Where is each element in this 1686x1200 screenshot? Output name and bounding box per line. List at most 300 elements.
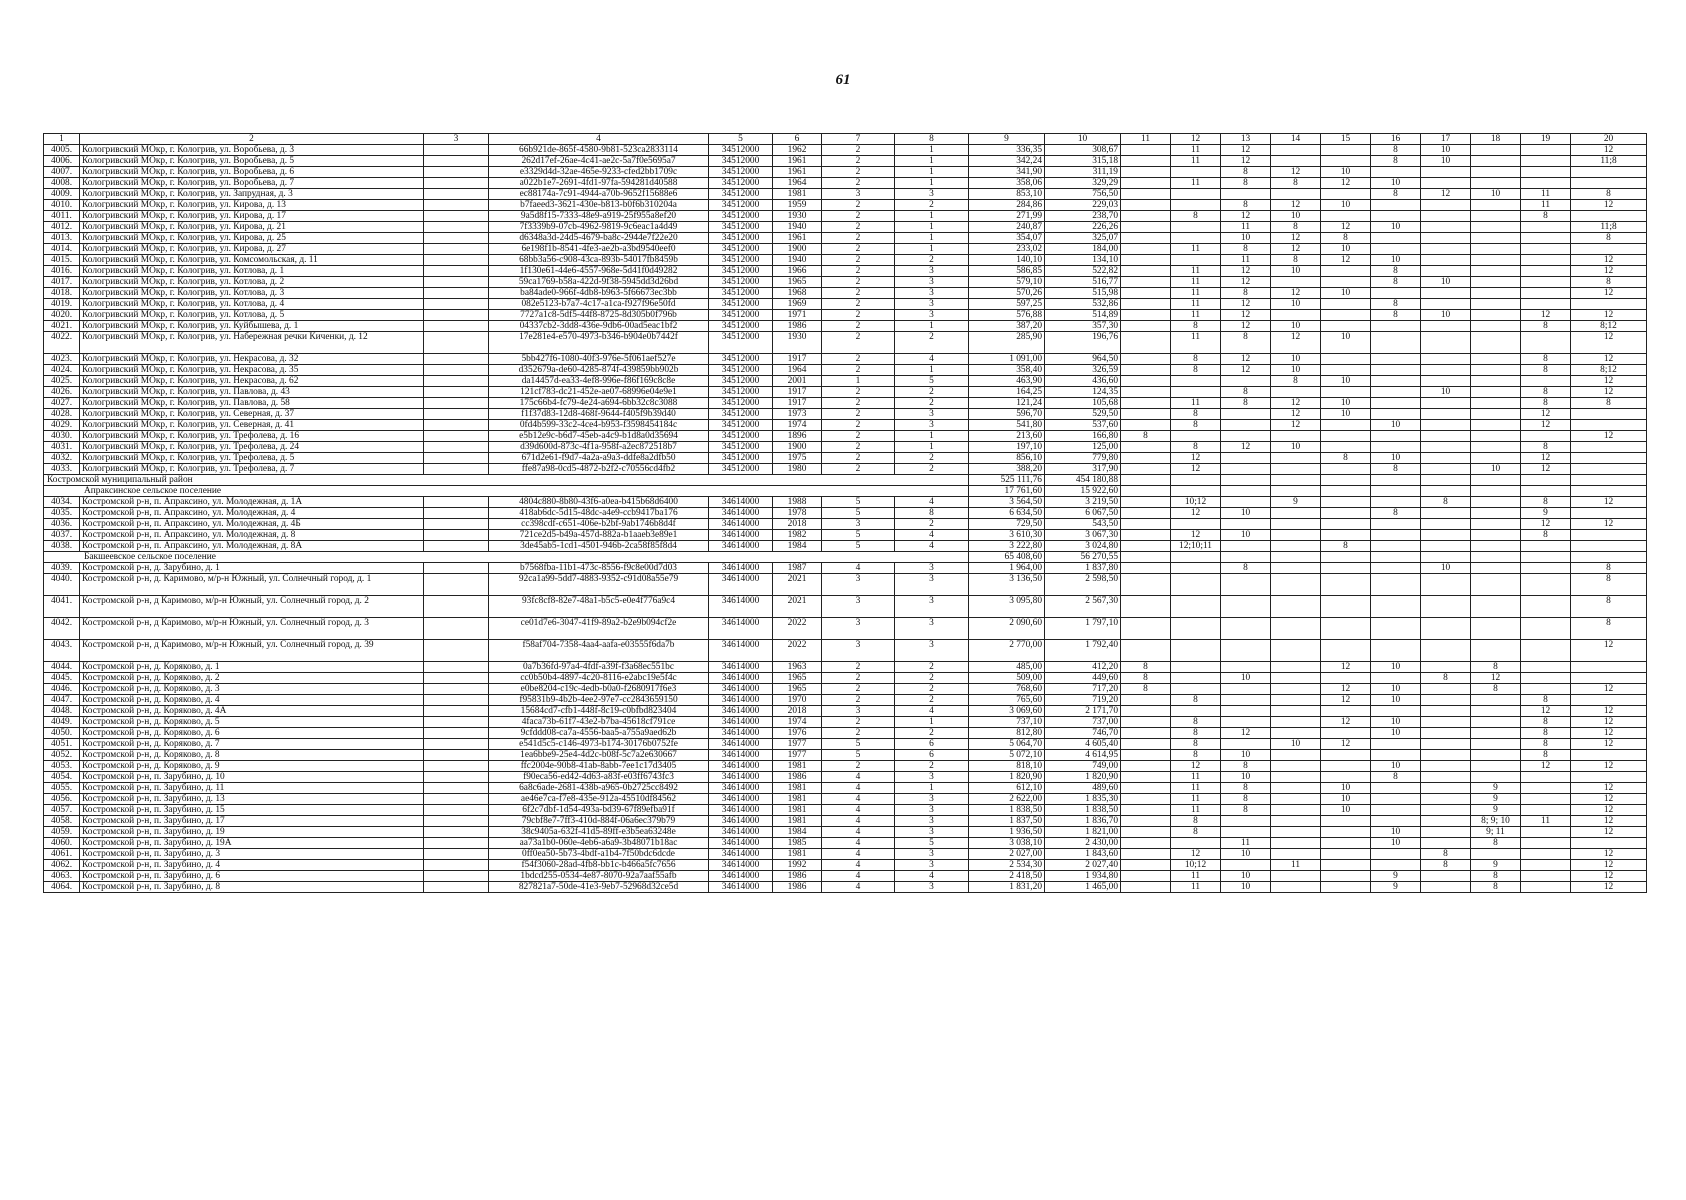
cell-area-res: 717,20: [1045, 684, 1121, 695]
cell-area: 284,86: [969, 200, 1045, 211]
cell-address: Кологривский МОкр, г. Кологрив, ул. Воробьева, д. 5: [80, 156, 424, 167]
cell-entr: 3: [895, 860, 969, 871]
cell-c11: [1121, 464, 1171, 475]
cell-empty: [424, 387, 489, 398]
cell-c19: [1521, 596, 1571, 618]
cell-c18: 10: [1471, 464, 1521, 475]
cell-c15: [1321, 508, 1371, 519]
cell-c11: [1121, 442, 1171, 453]
cell-n: 4036.: [44, 519, 80, 530]
cell-oktmo: 34512000: [709, 244, 773, 255]
cell-n: 4047.: [44, 695, 80, 706]
cell-c17: 10: [1421, 145, 1471, 156]
cell-c17: [1421, 717, 1471, 728]
cell-n: 4022.: [44, 332, 80, 354]
cell-c19: [1521, 376, 1571, 387]
cell-area-res: 964,50: [1045, 354, 1121, 365]
cell-c20: 8;12: [1571, 365, 1647, 376]
cell-guid: ffe87a98-0cd5-4872-b2f2-c70556cd4fb2: [489, 464, 709, 475]
cell-c12: 12;10;11: [1171, 541, 1221, 552]
cell-c16: 8: [1371, 310, 1421, 321]
table-row: [44, 376, 1647, 387]
group-area-total: 525 111,76: [969, 475, 1045, 486]
cell-oktmo: 34512000: [709, 420, 773, 431]
cell-c20: [1571, 211, 1647, 222]
cell-c12: 8: [1171, 409, 1221, 420]
cell-area: 2 770,00: [969, 640, 1045, 662]
cell-c16: 9: [1371, 871, 1421, 882]
cell-c13: [1221, 497, 1271, 508]
cell-c13: 10: [1221, 673, 1271, 684]
cell-empty: [424, 728, 489, 739]
cell-address: Кологривский МОкр, г. Кологрив, ул. Некрасова, д. 35: [80, 365, 424, 376]
cell-c15: [1321, 321, 1371, 332]
cell-oktmo: 34614000: [709, 618, 773, 640]
cell-c16: [1371, 321, 1421, 332]
table-row: [44, 310, 1647, 321]
cell-area: 2 534,30: [969, 860, 1045, 871]
cell-address: Кологривский МОкр, г. Кологрив, ул. Некрасова, д. 62: [80, 376, 424, 387]
cell-address: Костромской р-н, п. Зарубино, д. 6: [80, 871, 424, 882]
cell-c20: 12: [1571, 640, 1647, 662]
cell-c16: [1371, 794, 1421, 805]
cell-year: 1974: [773, 717, 822, 728]
cell-c17: [1421, 266, 1471, 277]
cell-guid: da14457d-ea33-4ef8-996e-f86f169c8c8e: [489, 376, 709, 387]
cell-c11: [1121, 200, 1171, 211]
cell-floors: 2: [822, 442, 895, 453]
cell-entr: 2: [895, 255, 969, 266]
cell-year: 1975: [773, 453, 822, 464]
cell-empty: [424, 640, 489, 662]
cell-entr: 1: [895, 365, 969, 376]
column-number-header: 8: [895, 134, 969, 145]
cell-c11: [1121, 530, 1171, 541]
table-row: [44, 706, 1647, 717]
cell-guid: e0be8204-c19c-4edb-b0a0-f2680917f6e3: [489, 684, 709, 695]
cell-c16: 8: [1371, 145, 1421, 156]
cell-address: Костромской р-н, д. Коряково, д. 6: [80, 728, 424, 739]
cell-c19: 11: [1521, 200, 1571, 211]
cell-area-res: 779,80: [1045, 453, 1121, 464]
cell-n: 4043.: [44, 640, 80, 662]
cell-c11: [1121, 761, 1171, 772]
cell-area-res: 719,20: [1045, 695, 1121, 706]
cell-c19: [1521, 431, 1571, 442]
cell-area: 2 090,60: [969, 618, 1045, 640]
cell-n: 4023.: [44, 354, 80, 365]
cell-c11: [1121, 508, 1171, 519]
cell-empty: [424, 178, 489, 189]
table-row: [44, 805, 1647, 816]
cell-c16: 10: [1371, 684, 1421, 695]
cell-c19: [1521, 178, 1571, 189]
cell-guid: cc398cdf-c651-406e-b2bf-9ab1746b8d4f: [489, 519, 709, 530]
cell-guid: a022b1e7-2691-4fd1-97fa-594281d40588: [489, 178, 709, 189]
cell-c14: [1271, 882, 1321, 893]
cell-c13: 12: [1221, 266, 1271, 277]
cell-area: 1 820,90: [969, 772, 1045, 783]
cell-c15: 12: [1321, 662, 1371, 673]
cell-year: 1985: [773, 838, 822, 849]
cell-c18: [1471, 222, 1521, 233]
table-row: [44, 541, 1647, 552]
cell-empty: [424, 838, 489, 849]
cell-guid: b7568fba-11b1-473c-8556-f9c8e00d7d03: [489, 563, 709, 574]
cell-guid: 59ca1769-b58a-422d-9f38-5945dd3d26bd: [489, 277, 709, 288]
cell-entr: 3: [895, 640, 969, 662]
cell-c19: [1521, 838, 1571, 849]
cell-floors: 2: [822, 695, 895, 706]
cell-empty: [424, 871, 489, 882]
cell-c17: [1421, 321, 1471, 332]
cell-c14: [1271, 618, 1321, 640]
cell-guid: 175c66b4-fc79-4e24-a694-6bb32c8c3088: [489, 398, 709, 409]
table-cell: [1221, 552, 1271, 563]
cell-empty: [424, 706, 489, 717]
table-cell: [1521, 486, 1571, 497]
cell-c12: [1171, 200, 1221, 211]
cell-entr: 3: [895, 266, 969, 277]
table-row: [44, 640, 1647, 662]
cell-year: 1981: [773, 783, 822, 794]
cell-floors: 2: [822, 299, 895, 310]
cell-area: 3 136,50: [969, 574, 1045, 596]
cell-year: 1986: [773, 772, 822, 783]
cell-c14: 9: [1271, 497, 1321, 508]
cell-c15: 10: [1321, 167, 1371, 178]
cell-c18: [1471, 849, 1521, 860]
cell-oktmo: 34512000: [709, 354, 773, 365]
cell-c20: 12: [1571, 519, 1647, 530]
cell-c20: 12: [1571, 849, 1647, 860]
cell-address: Костромской р-н, д. Коряково, д. 3: [80, 684, 424, 695]
cell-floors: 3: [822, 618, 895, 640]
cell-c17: [1421, 662, 1471, 673]
cell-c19: [1521, 772, 1571, 783]
cell-c20: 12: [1571, 805, 1647, 816]
cell-floors: 2: [822, 453, 895, 464]
cell-c19: [1521, 277, 1571, 288]
cell-oktmo: 34614000: [709, 794, 773, 805]
cell-c11: [1121, 805, 1171, 816]
cell-n: 4049.: [44, 717, 80, 728]
cell-n: 4038.: [44, 541, 80, 552]
cell-c11: 8: [1121, 431, 1171, 442]
cell-entr: 6: [895, 739, 969, 750]
cell-entr: 3: [895, 827, 969, 838]
cell-c15: [1321, 310, 1371, 321]
cell-c14: [1271, 783, 1321, 794]
cell-c16: 10: [1371, 662, 1421, 673]
cell-c20: 12: [1571, 332, 1647, 354]
cell-c12: 8: [1171, 816, 1221, 827]
cell-c15: [1321, 728, 1371, 739]
column-number-header: 14: [1271, 134, 1321, 145]
cell-c12: [1171, 838, 1221, 849]
cell-c16: [1371, 167, 1421, 178]
cell-c19: [1521, 640, 1571, 662]
table-cell: [1421, 552, 1471, 563]
cell-n: 4013.: [44, 233, 80, 244]
cell-area-res: 1 843,60: [1045, 849, 1121, 860]
cell-c16: [1371, 739, 1421, 750]
cell-c15: [1321, 431, 1371, 442]
cell-c15: [1321, 838, 1371, 849]
cell-c20: 8: [1571, 189, 1647, 200]
cell-year: 1970: [773, 695, 822, 706]
cell-c13: 12: [1221, 145, 1271, 156]
cell-area: 342,24: [969, 156, 1045, 167]
cell-floors: 2: [822, 222, 895, 233]
cell-empty: [424, 805, 489, 816]
cell-area: 5 072,10: [969, 750, 1045, 761]
cell-c20: [1571, 673, 1647, 684]
cell-c11: [1121, 772, 1171, 783]
cell-address: Костромской р-н, д. Зарубино, д. 1: [80, 563, 424, 574]
cell-area-res: 737,00: [1045, 717, 1121, 728]
cell-c16: 8: [1371, 464, 1421, 475]
cell-c11: [1121, 563, 1171, 574]
cell-c18: [1471, 365, 1521, 376]
cell-entr: 1: [895, 717, 969, 728]
cell-entr: 4: [895, 530, 969, 541]
cell-c16: 10: [1371, 222, 1421, 233]
cell-address: Костромской р-н, п. Апраксино, ул. Молодежная, д. 1А: [80, 497, 424, 508]
cell-floors: 2: [822, 211, 895, 222]
cell-entr: 1: [895, 244, 969, 255]
cell-c17: 10: [1421, 156, 1471, 167]
cell-c19: 12: [1521, 706, 1571, 717]
cell-year: 1978: [773, 508, 822, 519]
group-label: Костромской муниципальный район: [44, 475, 969, 486]
cell-area-res: 3 024,80: [1045, 541, 1121, 552]
cell-empty: [424, 684, 489, 695]
cell-n: 4006.: [44, 156, 80, 167]
cell-c19: 12: [1521, 409, 1571, 420]
cell-c19: [1521, 266, 1571, 277]
cell-entr: 3: [895, 849, 969, 860]
cell-c17: 8: [1421, 849, 1471, 860]
cell-c19: [1521, 244, 1571, 255]
table-cell: [1471, 486, 1521, 497]
cell-address: Костромской р-н, п. Зарубино, д. 19А: [80, 838, 424, 849]
cell-c15: 10: [1321, 376, 1371, 387]
cell-area: 240,87: [969, 222, 1045, 233]
cell-c11: [1121, 222, 1171, 233]
cell-c18: [1471, 244, 1521, 255]
cell-c20: [1571, 453, 1647, 464]
cell-c18: [1471, 695, 1521, 706]
table-row: [44, 332, 1647, 354]
cell-c18: 9; 11: [1471, 827, 1521, 838]
cell-guid: 827821a7-50de-41e3-9eb7-52968d32ce5d: [489, 882, 709, 893]
cell-n: 4021.: [44, 321, 80, 332]
cell-address: Кологривский МОкр, г. Кологрив, ул. Трефолева, д. 7: [80, 464, 424, 475]
cell-floors: 2: [822, 310, 895, 321]
cell-empty: [424, 761, 489, 772]
settlement-row: [44, 486, 1647, 497]
cell-c16: [1371, 409, 1421, 420]
cell-entr: 4: [895, 541, 969, 552]
cell-year: 1896: [773, 431, 822, 442]
cell-c18: 9: [1471, 860, 1521, 871]
column-number-header: 12: [1171, 134, 1221, 145]
cell-c15: [1321, 277, 1371, 288]
cell-c17: [1421, 838, 1471, 849]
cell-c20: 12: [1571, 827, 1647, 838]
cell-c19: [1521, 288, 1571, 299]
cell-oktmo: 34614000: [709, 640, 773, 662]
cell-c19: 12: [1521, 453, 1571, 464]
cell-c12: 11: [1171, 244, 1221, 255]
cell-c15: [1321, 673, 1371, 684]
cell-c19: [1521, 871, 1571, 882]
cell-oktmo: 34512000: [709, 178, 773, 189]
cell-c12: 8: [1171, 750, 1221, 761]
cell-empty: [424, 222, 489, 233]
column-number-header: 16: [1371, 134, 1421, 145]
cell-area: 5 064,70: [969, 739, 1045, 750]
cell-c18: [1471, 277, 1521, 288]
cell-c14: 8: [1271, 222, 1321, 233]
cell-c17: [1421, 288, 1471, 299]
page-number: 61: [835, 72, 851, 88]
cell-year: 1981: [773, 805, 822, 816]
cell-floors: 4: [822, 794, 895, 805]
cell-address: Кологривский МОкр, г. Кологрив, ул. Трефолева, д. 5: [80, 453, 424, 464]
cell-c15: 8: [1321, 541, 1371, 552]
cell-address: Костромской р-н, п. Апраксино, ул. Молодежная, д. 8: [80, 530, 424, 541]
group-area-residential-total: 15 922,60: [1045, 486, 1121, 497]
cell-area: 1 838,50: [969, 805, 1045, 816]
cell-floors: 2: [822, 332, 895, 354]
cell-c16: [1371, 431, 1421, 442]
cell-oktmo: 34614000: [709, 849, 773, 860]
cell-address: Кологривский МОкр, г. Кологрив, ул. Воробьева, д. 6: [80, 167, 424, 178]
cell-c14: [1271, 728, 1321, 739]
cell-c14: 8: [1271, 178, 1321, 189]
cell-c20: 12: [1571, 783, 1647, 794]
cell-address: Кологривский МОкр, г. Кологрив, ул. Некрасова, д. 32: [80, 354, 424, 365]
cell-n: 4007.: [44, 167, 80, 178]
cell-area: 140,10: [969, 255, 1045, 266]
cell-c15: 10: [1321, 332, 1371, 354]
cell-n: 4060.: [44, 838, 80, 849]
cell-c14: 8: [1271, 255, 1321, 266]
cell-c11: [1121, 167, 1171, 178]
cell-c17: [1421, 706, 1471, 717]
cell-address: Костромской р-н, п. Зарубино, д. 13: [80, 794, 424, 805]
cell-c18: [1471, 167, 1521, 178]
cell-year: 1981: [773, 189, 822, 200]
cell-area-res: 2 430,00: [1045, 838, 1121, 849]
cell-c17: [1421, 827, 1471, 838]
cell-c16: [1371, 673, 1421, 684]
cell-oktmo: 34512000: [709, 321, 773, 332]
table-row: [44, 354, 1647, 365]
cell-c14: 10: [1271, 299, 1321, 310]
cell-c12: [1171, 189, 1221, 200]
cell-guid: cc0b50b4-4897-4c20-8116-e2abc19e5f4c: [489, 673, 709, 684]
table-cell: [1171, 552, 1221, 563]
cell-guid: 7727a1c8-5df5-44f8-8725-8d305b0f796b: [489, 310, 709, 321]
cell-guid: 6a8c6ade-2681-438b-a965-0b2725cc8492: [489, 783, 709, 794]
cell-n: 4026.: [44, 387, 80, 398]
cell-c20: [1571, 772, 1647, 783]
cell-address: Костромской р-н, д Каримово, м/р-н Южный, ул. Солнечный город, д. 2: [80, 596, 424, 618]
cell-c18: [1471, 453, 1521, 464]
cell-c15: [1321, 761, 1371, 772]
cell-c20: 8: [1571, 574, 1647, 596]
cell-c15: [1321, 156, 1371, 167]
cell-c16: [1371, 288, 1421, 299]
cell-c14: [1271, 827, 1321, 838]
cell-c14: [1271, 684, 1321, 695]
cell-c18: [1471, 211, 1521, 222]
table-row: [44, 596, 1647, 618]
cell-c19: [1521, 882, 1571, 893]
cell-c15: 10: [1321, 783, 1371, 794]
cell-c14: [1271, 519, 1321, 530]
cell-area: 1 091,00: [969, 354, 1045, 365]
cell-c17: [1421, 882, 1471, 893]
cell-c18: 9: [1471, 805, 1521, 816]
cell-c20: 12: [1571, 684, 1647, 695]
cell-n: 4030.: [44, 431, 80, 442]
cell-c14: [1271, 431, 1321, 442]
cell-c18: [1471, 739, 1521, 750]
cell-address: Костромской р-н, п. Апраксино, ул. Молодежная, д. 8А: [80, 541, 424, 552]
cell-floors: 2: [822, 728, 895, 739]
cell-c19: 8: [1521, 321, 1571, 332]
column-number-header: 20: [1571, 134, 1647, 145]
cell-c15: [1321, 189, 1371, 200]
cell-year: 1992: [773, 860, 822, 871]
table-row: [44, 563, 1647, 574]
cell-c16: 10: [1371, 453, 1421, 464]
cell-c19: [1521, 156, 1571, 167]
cell-entr: 2: [895, 332, 969, 354]
cell-oktmo: 34512000: [709, 464, 773, 475]
table-row: [44, 794, 1647, 805]
cell-entr: 1: [895, 431, 969, 442]
cell-address: Кологривский МОкр, г. Кологрив, ул. Куйбышева, д. 1: [80, 321, 424, 332]
cell-c20: 12: [1571, 200, 1647, 211]
cell-c15: [1321, 706, 1371, 717]
cell-area-res: 329,29: [1045, 178, 1121, 189]
cell-area-res: 516,77: [1045, 277, 1121, 288]
cell-c20: [1571, 530, 1647, 541]
cell-c11: [1121, 189, 1171, 200]
cell-oktmo: 34512000: [709, 145, 773, 156]
cell-oktmo: 34614000: [709, 750, 773, 761]
cell-address: Кологривский МОкр, г. Кологрив, ул. Кирова, д. 27: [80, 244, 424, 255]
cell-c14: [1271, 717, 1321, 728]
cell-area-res: 1 797,10: [1045, 618, 1121, 640]
table-row: [44, 233, 1647, 244]
cell-c15: 12: [1321, 717, 1371, 728]
cell-c12: 8: [1171, 717, 1221, 728]
cell-year: 1987: [773, 563, 822, 574]
cell-n: 4057.: [44, 805, 80, 816]
cell-c19: 12: [1521, 761, 1571, 772]
cell-n: 4052.: [44, 750, 80, 761]
cell-c16: [1371, 563, 1421, 574]
cell-c16: [1371, 640, 1421, 662]
cell-year: 2001: [773, 376, 822, 387]
cell-c15: [1321, 882, 1371, 893]
